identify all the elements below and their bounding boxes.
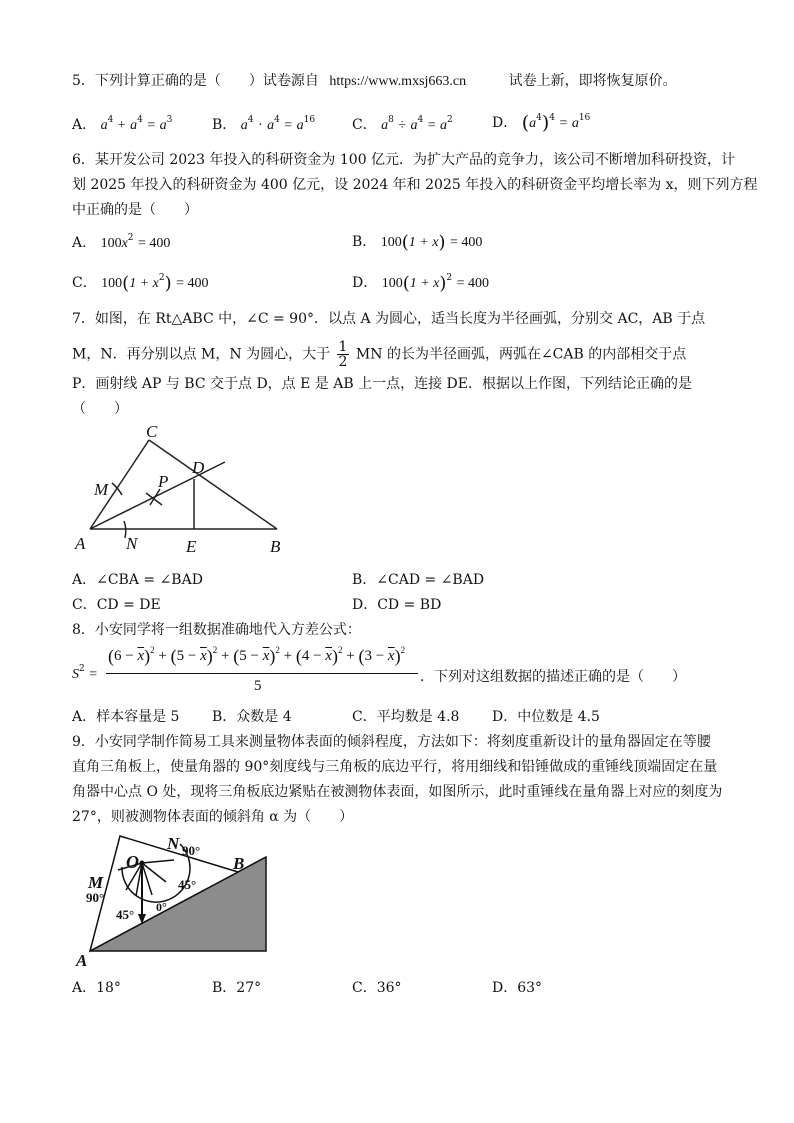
q5-stem: 5．下列计算正确的是（ ）试卷源自 https://www.mxsj663.cn 试卷上新，即将恢复原价。 (72, 73, 677, 89)
label-n: N (167, 834, 180, 853)
q6-option-c: C． $100(1 + x^2) = 400$ (72, 273, 209, 294)
q9-line-2: 直角三角板上，使量角器的 90°刻度线与三角板的底边平行，将用细线和铅锤做成的重锤线顶端固定在量 (72, 759, 718, 775)
q6-line-2: 划 2025 年投入的科研资金为 400 亿元，设 2024 年和 2025 年投入的科研资金平均增长率为 x，则下列方程 (72, 177, 758, 193)
q5-option-c: C． $a^8 \div a^4 = a^2$ (352, 115, 453, 133)
label-c: C (146, 425, 158, 441)
angle-45-left: 45° (116, 907, 135, 922)
q7-line-1: 7．如图，在 Rt△ABC 中，∠C = 90°．以点 A 为圆心，适当长度为半径画弧，分别交 AC，AB 于点 (72, 311, 706, 327)
q6-option-b: B． 100(1 + x) = 400 (352, 232, 483, 253)
q7-fraction: $\frac{1}{2}$ (338, 339, 348, 370)
q6-option-d: D． $100(1 + x)^2 = 400$ (352, 273, 490, 294)
q6-option-a: A． $100x^2 = 400$ (72, 233, 171, 251)
q5-url[interactable]: https://www.mxsj663.cn (329, 74, 467, 89)
q5-option-d: D． $(a^4)^4 = a^{16}$ (492, 112, 591, 134)
q8-fraction-bar (106, 673, 418, 674)
label-p: P (158, 472, 169, 491)
q6-line-1: 6．某开发公司 2023 年投入的科研资金为 100 亿元．为扩大产品的竞争力，该公司不断增加科研投资，计 (72, 152, 736, 168)
label-m: M (94, 480, 109, 499)
q7-option-d: D．CD = BD (352, 597, 442, 613)
label-d: D (192, 458, 205, 477)
q9-option-b: B．27° (212, 980, 262, 996)
center-point (140, 861, 145, 866)
q8-option-d: D．中位数是 4.5 (492, 709, 600, 725)
q9-option-c: C．36° (352, 980, 402, 996)
label-e: E (186, 537, 197, 555)
angle-90-left: 90° (86, 890, 105, 905)
q7-option-b: B．∠CAD = ∠BAD (352, 572, 485, 588)
q7-line-4: （ ） (72, 401, 128, 417)
angle-0: 0° (156, 900, 167, 914)
angle-45-right: 45° (178, 877, 197, 892)
q9-figure (70, 832, 280, 970)
q5-option-a: A． $a^4 + a^4 = a^3$ (72, 115, 173, 133)
q8-numerator: $(6 - \overline{x})^2 + (5 - \overline{x})^2 + (5 - \overline{x})^2 + (4 - \overline{x})^2 + (3 - \overline{x})^2$ (108, 645, 406, 666)
angle-90-top: 90° (182, 843, 201, 858)
q9-option-d: D．63° (492, 980, 543, 996)
q8-option-a: A．样本容量是 5 (72, 709, 180, 725)
q8-denominator: 5 (254, 678, 262, 694)
label-o: O (126, 852, 139, 872)
label-b: B (270, 537, 281, 555)
q9-line-3: 角器中心点 O 处，现将三角板底边紧贴在被测物体表面，如图所示，此时重锤线在量角器上对应的刻度为 (72, 784, 723, 800)
q7-line-3: P．画射线 AP 与 BC 交于点 D，点 E 是 AB 上一点，连接 DE．根据以上作图，下列结论正确的是 (72, 376, 692, 392)
q7-option-c: C．CD = DE (72, 597, 161, 613)
label-n: N (126, 534, 138, 553)
q9-line-4: 27°，则被测物体表面的倾斜角 α 为（ ） (72, 809, 354, 825)
label-a: A (75, 534, 86, 553)
q5-option-b: B． $a^4 \cdot a^4 = a^{16}$ (212, 115, 316, 133)
q9-option-a: A．18° (72, 980, 121, 996)
q7-option-a: A．∠CBA = ∠BAD (72, 572, 203, 588)
q6-line-3: 中正确的是（ ） (72, 202, 198, 218)
q8-s-squared: $S^2$ = (72, 664, 98, 682)
q9-line-1: 9．小安同学制作简易工具来测量物体表面的倾斜程度，方法如下：将刻度重新设计的量角器固定在等腰 (72, 734, 711, 750)
q8-option-c: C．平均数是 4.8 (352, 709, 460, 725)
label-a: A (76, 951, 88, 970)
q7-figure (70, 425, 300, 555)
q8-stem-tail: ．下列对这组数据的描述正确的是（ ） (420, 669, 686, 685)
q8-stem: 8．小安同学将一组数据准确地代入方差公式： (72, 622, 361, 638)
q7-line-2: M，N．再分别以点 M，N 为圆心，大于 $\frac{1}{2}$ MN 的长为半径画弧，两弧在∠CAB 的内部相交于点 (72, 339, 687, 370)
label-m: M (88, 873, 104, 892)
q8-option-b: B．众数是 4 (212, 709, 292, 725)
label-b: B (233, 854, 245, 873)
